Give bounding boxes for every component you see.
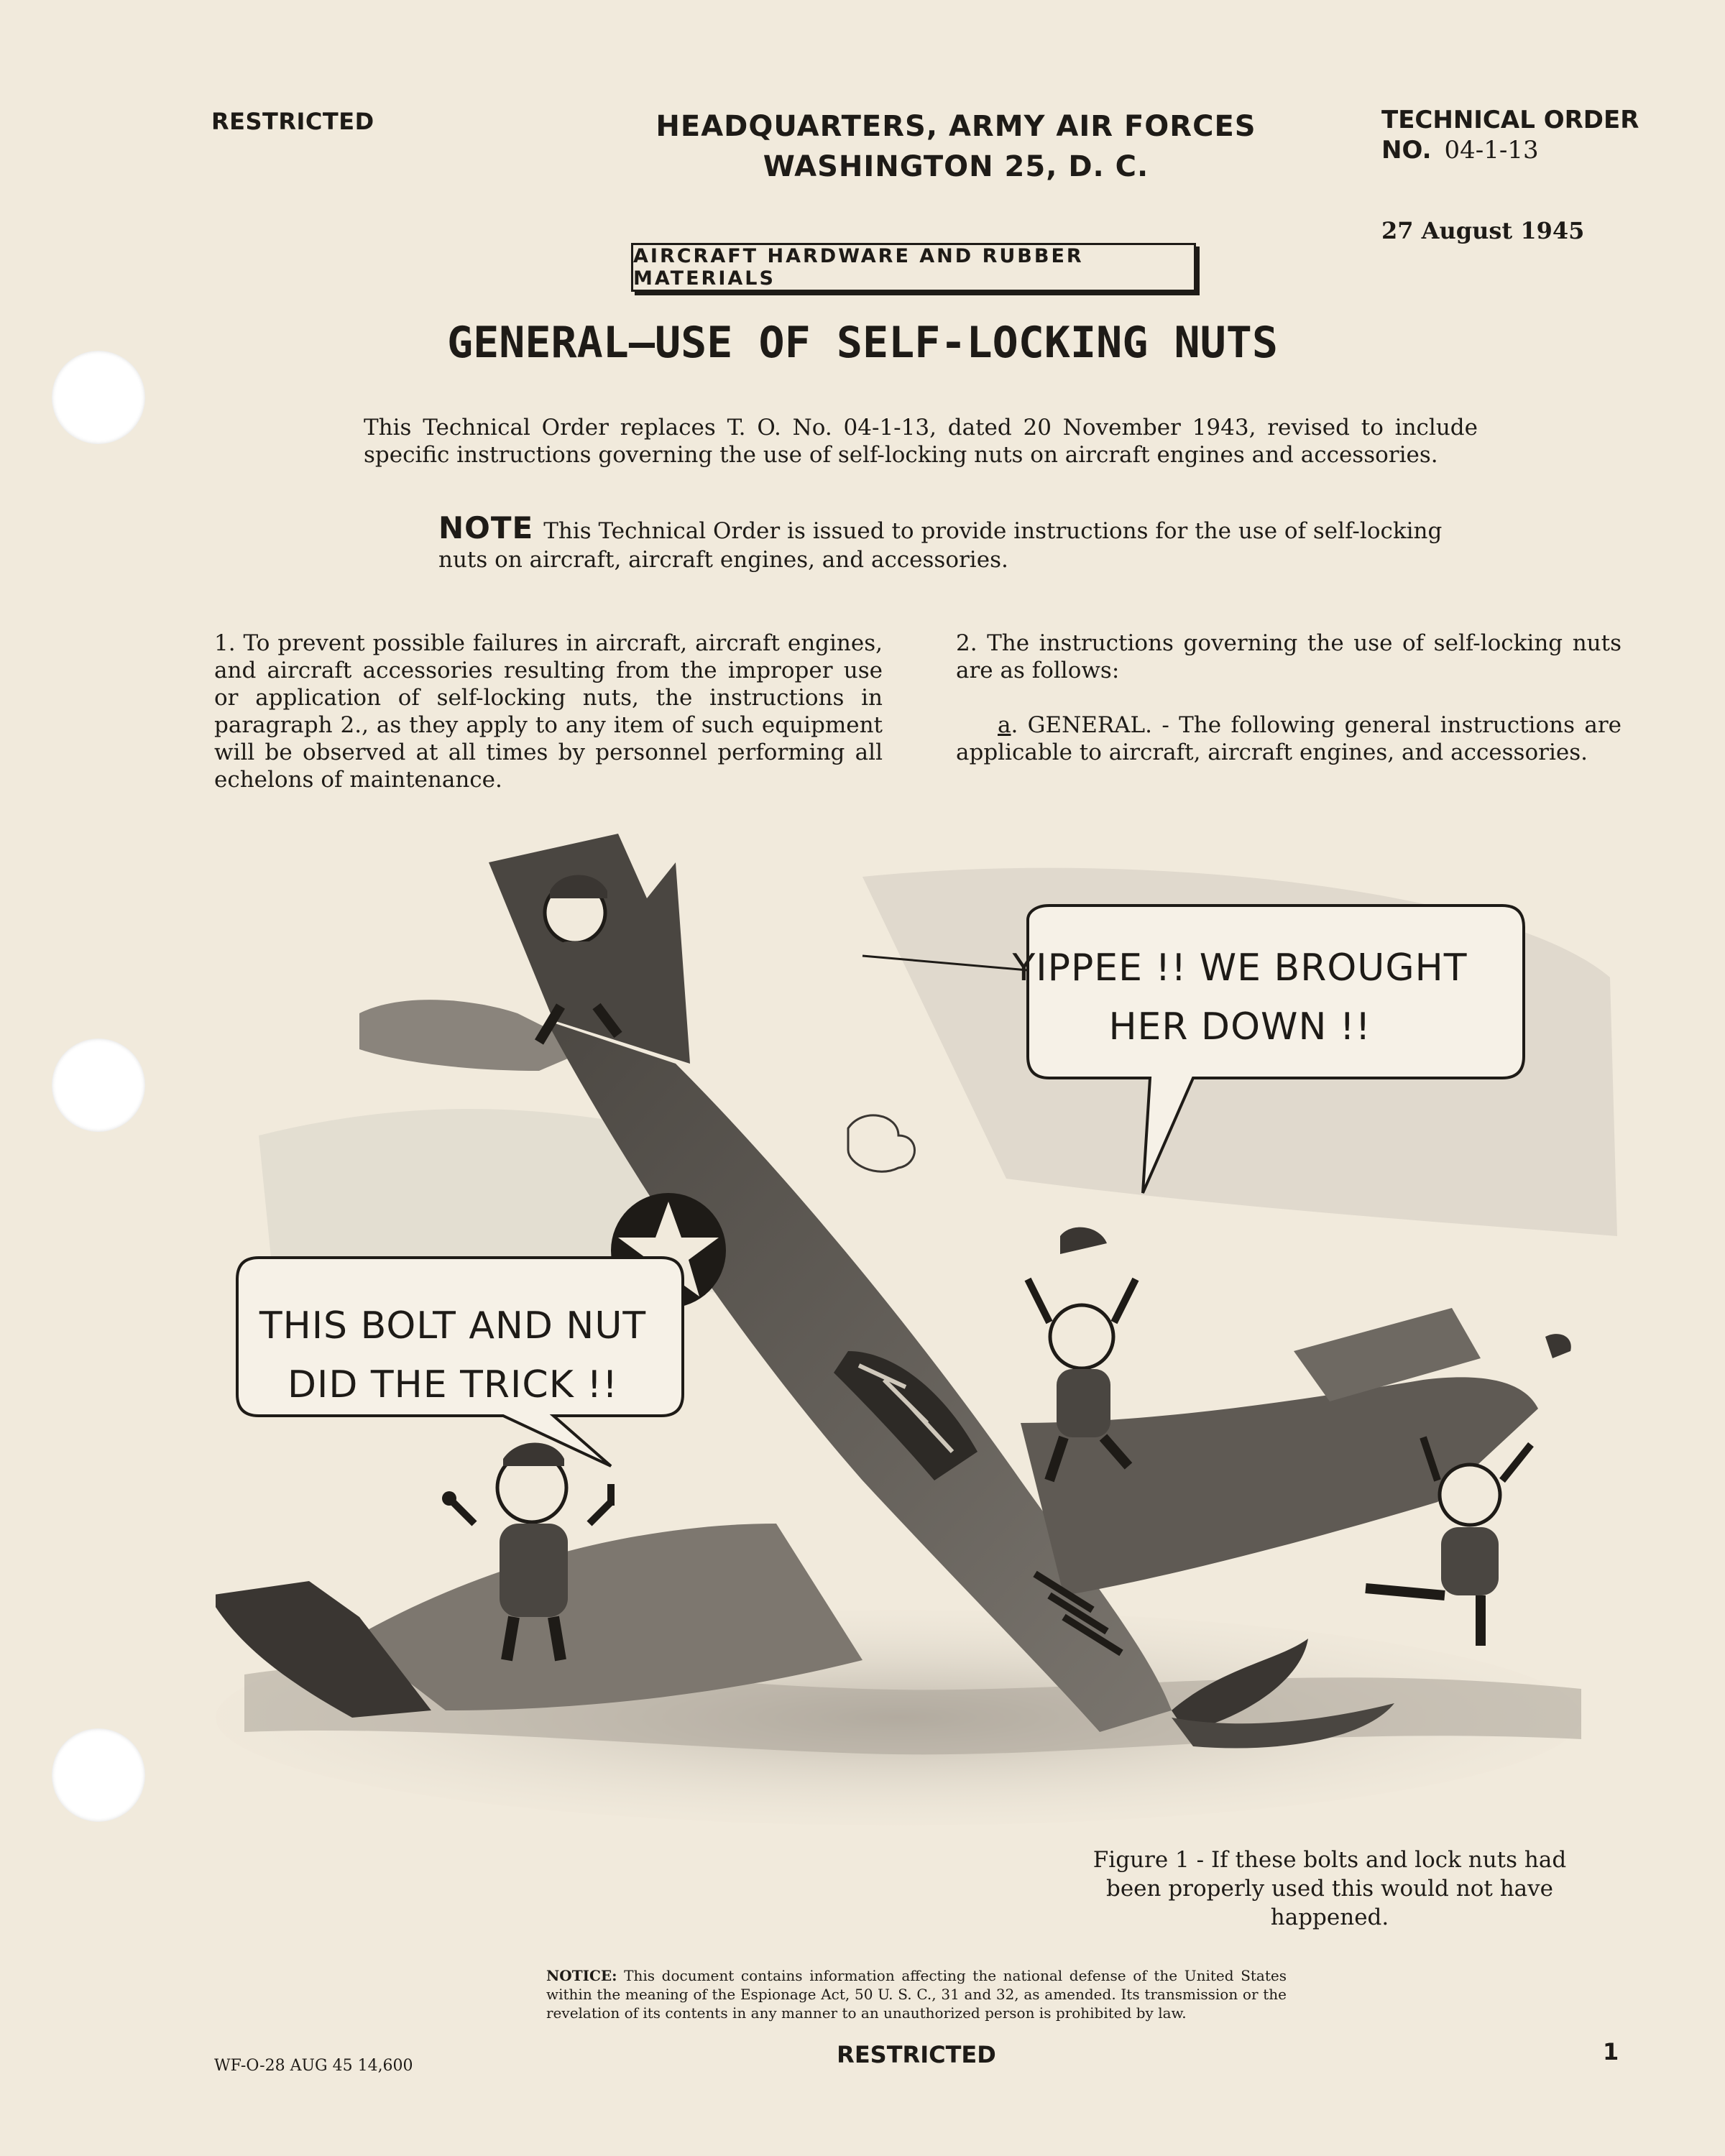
- technical-order-number: [1381, 105, 1639, 165]
- bubble1-line-1: YIPPEE !! WE BROUGHT: [1012, 946, 1468, 990]
- bubble-text-bolt-and-nut: [237, 1296, 668, 1414]
- to-number: 04-1-13: [1444, 136, 1539, 165]
- paragraph-2a: [956, 711, 1622, 766]
- bubble1-line-2: HER DOWN !!: [1108, 1005, 1371, 1049]
- issuing-organization: [561, 106, 1351, 187]
- classification-footer: RESTRICTED: [837, 2041, 996, 2068]
- binder-hole-middle: [52, 1038, 145, 1132]
- to-label-line-2: NO.: [1381, 136, 1432, 165]
- paragraph-2: 2. The instructions governing the use of self-locking nuts are as follows:: [956, 630, 1622, 683]
- paragraph-2-column: [956, 630, 1622, 793]
- bubble-text-yippee: [963, 939, 1517, 1056]
- page-title: GENERAL—USE OF SELF-LOCKING NUTS: [447, 318, 1278, 368]
- paragraph-1-column: [214, 630, 883, 793]
- classification-header: RESTRICTED: [211, 108, 374, 135]
- note-text: This Technical Order is issued to provide instructions for the use of self-locking nuts on aircraft, aircraft engines, and accessories.: [438, 518, 1443, 573]
- bubble2-line-2: DID THE TRICK !!: [287, 1363, 619, 1406]
- paragraph-2a-text: . GENERAL. - The following general instructions are applicable to aircraft, aircraft engines, and accessories.: [956, 712, 1622, 765]
- paragraph-1: 1. To prevent possible failures in aircraft, aircraft engines, and aircraft accessories resulting from the improper use or application of self-locking nuts, the instructions in paragraph 2., as they apply to any item of such equipment will be observed at all times by personnel performing all echelons of maintenance.: [214, 630, 883, 793]
- note-block: [438, 510, 1445, 574]
- org-line-1: HEADQUARTERS, ARMY AIR FORCES: [656, 110, 1256, 143]
- page-number: 1: [1603, 2038, 1619, 2065]
- print-code: WF-O-28 AUG 45 14,600: [214, 2057, 413, 2075]
- notice-text: This document contains information affecting the national defense of the United States within the meaning of the Espionage Act, 50 U. S. C., 31 and 32, as amended. Its transmission or the revelation of its contents in any manner to an unauthorized person is prohibited by law.: [546, 1967, 1287, 2022]
- bubble2-line-1: THIS BOLT AND NUT: [259, 1304, 647, 1348]
- espionage-notice: [546, 1966, 1287, 2022]
- binder-hole-top: [52, 351, 145, 444]
- org-line-2: WASHINGTON 25, D. C.: [763, 150, 1149, 183]
- note-label: NOTE: [438, 510, 534, 545]
- category-box: AIRCRAFT HARDWARE AND RUBBER MATERIALS: [631, 243, 1196, 292]
- paragraph-2a-label: a: [998, 712, 1011, 738]
- to-label-line-1: TECHNICAL ORDER: [1381, 106, 1639, 134]
- notice-lead: NOTICE:: [546, 1967, 617, 1984]
- issue-date: 27 August 1945: [1381, 217, 1585, 244]
- binder-hole-bottom: [52, 1728, 145, 1822]
- intro-paragraph: This Technical Order replaces T. O. No. 04-1-13, dated 20 November 1943, revised to include specific instructions governing the use of self-locking nuts on aircraft engines and accessories.: [364, 415, 1478, 468]
- figure-caption: Figure 1 - If these bolts and lock nuts had been properly used this would not have happened.: [1092, 1847, 1567, 1930]
